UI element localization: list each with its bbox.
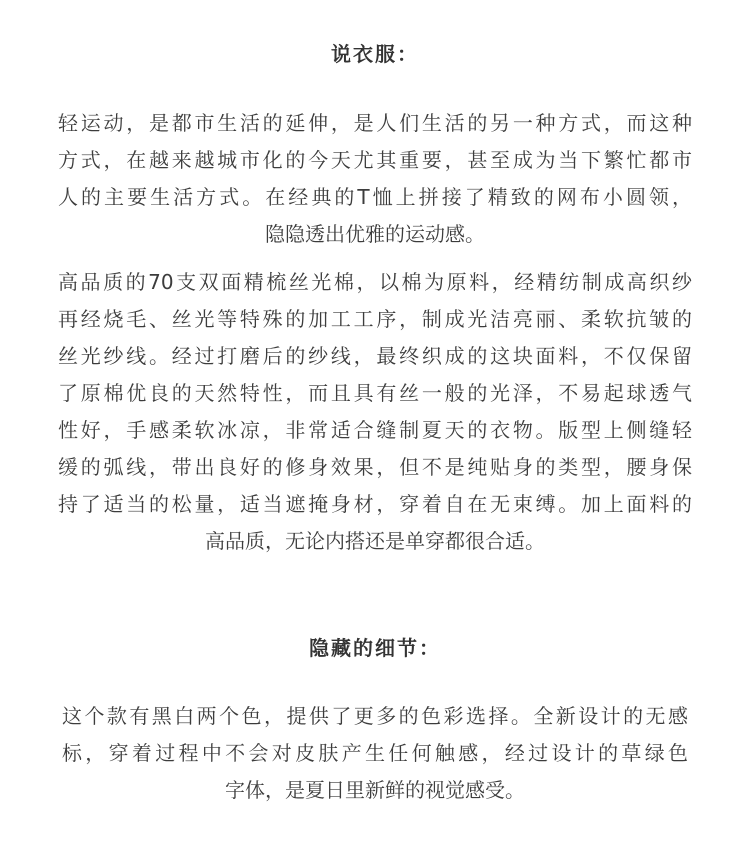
text-line: 持了适当的松量，适当遮掩身材，穿着自在无束缚。加上面料的 [58, 492, 692, 516]
text-line: 缓的弧线，带出良好的修身效果，但不是纯贴身的类型，腰身保 [58, 455, 692, 479]
text-line: 高品质，无论内搭还是单穿都很合适。 [205, 529, 545, 553]
text-line: 字体，是夏日里新鲜的视觉感受。 [225, 778, 525, 802]
paragraph-details [62, 698, 688, 809]
section-title-clothing: 说衣服： [331, 42, 419, 66]
text-line: 了原棉优良的天然特性，而且具有丝一般的光泽，不易起球透气 [58, 381, 692, 405]
text-line: 隐隐透出优雅的运动感。 [265, 222, 485, 246]
text-line: 方式，在越来越城市化的今天尤其重要，甚至成为当下繁忙都市 [58, 148, 692, 172]
text-line: 这个款有黑白两个色，提供了更多的色彩选择。全新设计的无感 [62, 704, 688, 728]
paragraph-intro [58, 105, 692, 253]
text-line: 人的主要生活方式。在经典的T恤上拼接了精致的网布小圆领， [58, 185, 692, 209]
text-line: 高品质的70支双面精梳丝光棉，以棉为原料，经精纺制成高织纱 [58, 270, 692, 294]
text-line: 丝光纱线。经过打磨后的纱线，最终织成的这块面料，不仅保留 [58, 344, 692, 368]
paragraph-fabric [58, 264, 692, 560]
text-line: 轻运动，是都市生活的延伸，是人们生活的另一种方式，而这种 [58, 111, 692, 135]
text-line: 性好，手感柔软冰凉，非常适合缝制夏天的衣物。版型上侧缝轻 [58, 418, 692, 442]
text-line: 标，穿着过程中不会对皮肤产生任何触感，经过设计的草绿色 [62, 741, 688, 765]
text-line: 再经烧毛、丝光等特殊的加工工序，制成光洁亮丽、柔软抗皱的 [58, 307, 692, 331]
section-title-details: 隐藏的细节： [309, 636, 441, 660]
